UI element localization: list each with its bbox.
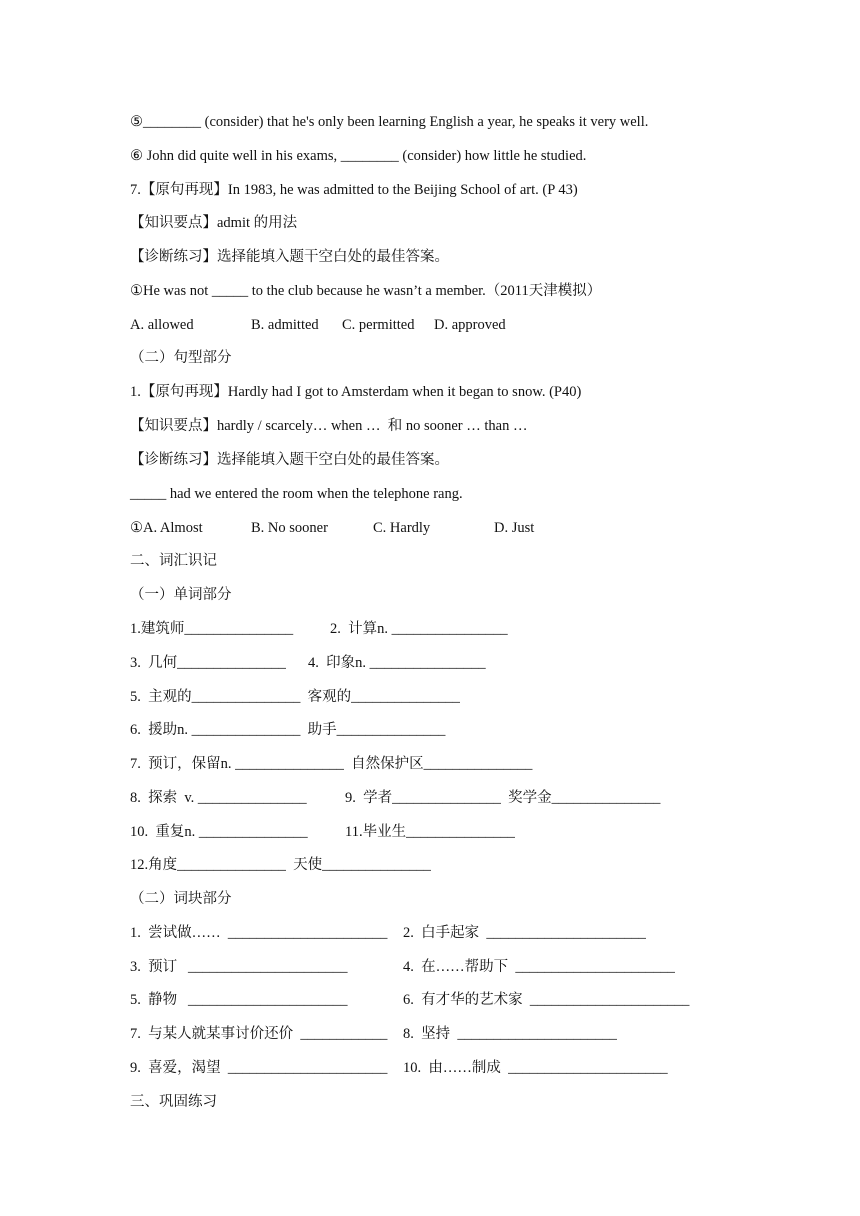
- subsection-heading: （二）词块部分: [130, 891, 232, 907]
- chunk-item: 9. 喜爱，渴望 ______________________: [130, 1060, 388, 1076]
- option-a: A. allowed: [130, 317, 194, 333]
- subsection-heading: （一）单词部分: [130, 587, 232, 603]
- option-d: D. Just: [494, 520, 535, 536]
- knowledge-point: 【知识要点】hardly / scarcely… when … 和 no sooner … than …: [130, 418, 528, 434]
- vocab-item: 12.角度_______________ 天使_______________: [130, 857, 431, 873]
- vocab-item: 7. 预订，保留n. _______________ 自然保护区_______________: [130, 756, 533, 772]
- section-heading: 1.【原句再现】Hardly had I got to Amsterdam when it began to snow. (P40): [130, 384, 582, 400]
- question-text: _____ had we entered the room when the telephone rang.: [130, 486, 463, 502]
- vocab-item: 3. 几何_______________: [130, 655, 286, 671]
- section-heading: 三、巩固练习: [130, 1094, 217, 1110]
- option-a: ①A. Almost: [130, 520, 203, 536]
- chunk-item: 3. 预订 ______________________: [130, 959, 348, 975]
- section-heading: 7.【原句再现】In 1983, he was admitted to the Beijing School of art. (P 43): [130, 182, 578, 198]
- vocab-item: 2. 计算n. ________________: [330, 621, 508, 637]
- exercise-line: ⑥ John did quite well in his exams, ________ (consider) how little he studied.: [130, 148, 587, 164]
- vocab-item: 10. 重复n. _______________: [130, 824, 308, 840]
- practice-instruction: 【诊断练习】选择能填入题干空白处的最佳答案。: [130, 249, 449, 265]
- vocab-item: 1.建筑师_______________: [130, 621, 294, 637]
- chunk-item: 4. 在……帮助下 ______________________: [403, 959, 675, 975]
- chunk-item: 10. 由……制成 ______________________: [403, 1060, 668, 1076]
- option-d: D. approved: [434, 317, 506, 333]
- vocab-item: 6. 援助n. _______________ 助手_______________: [130, 722, 446, 738]
- question-text: ①He was not _____ to the club because he wasn’t a member.（2011天津模拟）: [130, 283, 602, 299]
- option-c: C. Hardly: [373, 520, 431, 536]
- vocab-item: 4. 印象n. ________________: [308, 655, 486, 671]
- option-b: B. admitted: [251, 317, 319, 333]
- subsection-heading: （二）句型部分: [130, 350, 232, 366]
- chunk-item: 7. 与某人就某事讨价还价 ____________: [130, 1026, 388, 1042]
- section-heading: 二、词汇识记: [130, 553, 217, 569]
- option-c: C. permitted: [342, 317, 415, 333]
- chunk-item: 6. 有才华的艺术家 ______________________: [403, 992, 690, 1008]
- chunk-item: 8. 坚持 ______________________: [403, 1026, 617, 1042]
- vocab-item: 8. 探索 v. _______________: [130, 790, 307, 806]
- vocab-item: 11.毕业生_______________: [345, 824, 515, 840]
- chunk-item: 1. 尝试做…… ______________________: [130, 925, 388, 941]
- vocab-item: 5. 主观的_______________ 客观的_______________: [130, 689, 460, 705]
- exercise-line: ⑤________ (consider) that he's only been learning English a year, he speaks it very well.: [130, 114, 649, 130]
- option-b: B. No sooner: [251, 520, 328, 536]
- practice-instruction: 【诊断练习】选择能填入题干空白处的最佳答案。: [130, 452, 449, 468]
- chunk-item: 5. 静物 ______________________: [130, 992, 348, 1008]
- knowledge-point: 【知识要点】admit 的用法: [130, 215, 298, 231]
- chunk-item: 2. 白手起家 ______________________: [403, 925, 646, 941]
- vocab-item: 9. 学者_______________ 奖学金_______________: [345, 790, 661, 806]
